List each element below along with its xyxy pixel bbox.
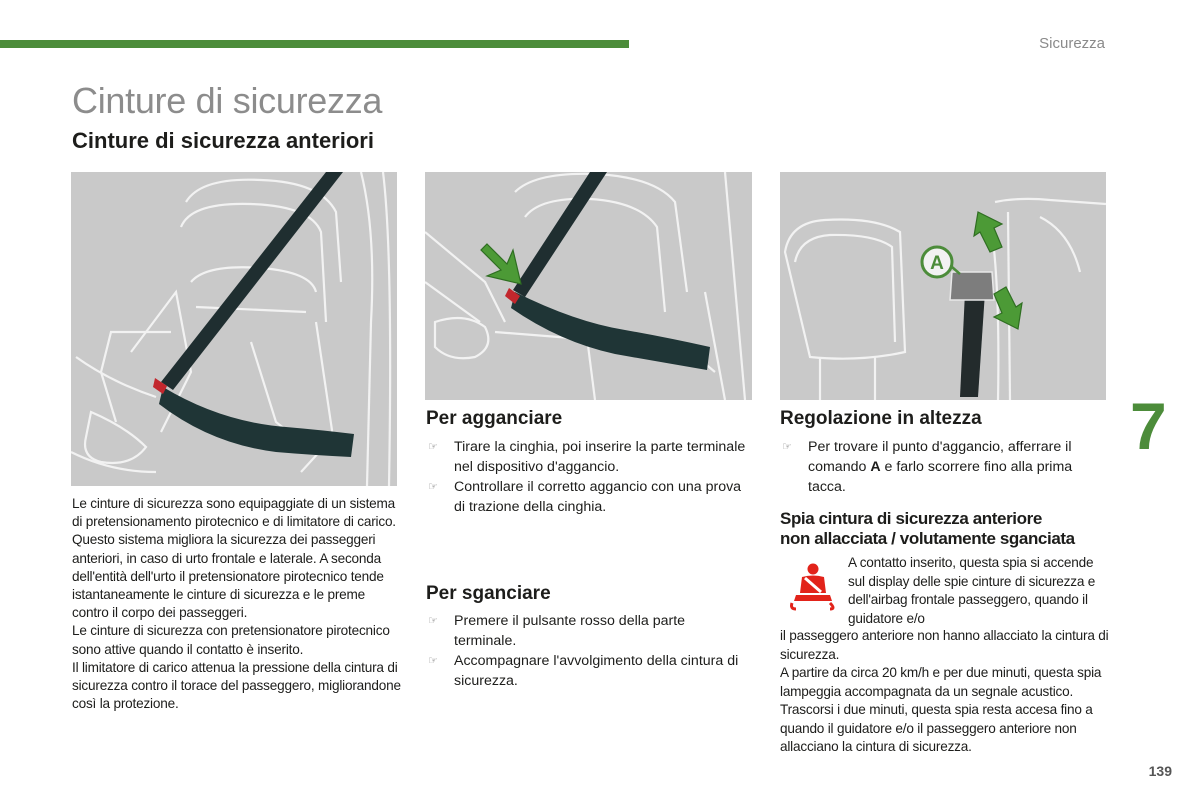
- list-item: ☞ Tirare la cinghia, poi inserire la parte terminale nel dispositivo d'aggancio.: [428, 439, 746, 475]
- fasten-steps: [426, 437, 746, 517]
- intro-paragraph: Le cinture di sicurezza con pretensionatore pirotecnico sono attive quando il contatto è inserito.: [72, 623, 390, 657]
- list-item: ☞ Controllare il corretto aggancio con una prova di trazione della cinghia.: [428, 479, 742, 515]
- height-adjust-illustration: [780, 172, 1106, 400]
- intro-paragraph: Questo sistema migliora la sicurezza dei passeggeri anteriori, in caso di urto frontale e laterale. A seconda dell'entità dell'urto il pretensionatore pirotecnico tende istantaneamente le cinture di sicurezza e le preme contro il corpo dei passeggeri.: [72, 532, 384, 621]
- heading-warning-lamp: Spia cintura di sicurezza anteriore non allacciata / volutamente sganciata: [780, 509, 1075, 548]
- pointing-hand-icon: ☞: [428, 615, 438, 627]
- header-accent-bar: [0, 40, 629, 48]
- heading-fasten: Per agganciare: [426, 408, 563, 429]
- pointing-hand-icon: ☞: [428, 655, 438, 667]
- pointing-hand-icon: ☞: [782, 441, 792, 453]
- height-adjust-figure: [780, 172, 1106, 400]
- heading-unfasten: Per sganciare: [426, 583, 551, 604]
- height-adjust-steps: [780, 437, 1110, 497]
- seatbelt-warning-icon: [788, 561, 838, 611]
- warning-lamp-text: A contatto inserito, questa spia si accende sul display delle spie cinture di sicurezza e dell'airbag frontale passeggero, quando il guidatore e/o: [848, 555, 1096, 626]
- list-item: ☞ Premere il pulsante rosso della parte terminale.: [428, 613, 686, 649]
- list-item: ☞ Per trovare il punto d'aggancio, afferrare il comando A e farlo scorrere fino alla prima tacca.: [782, 439, 1073, 495]
- seat-belt-figure: [71, 172, 397, 486]
- control-a-label: A: [930, 253, 944, 274]
- intro-paragraph: Il limitatore di carico attenua la pressione della cintura di sicurezza contro il torace del passeggero, migliorandone così la protezione.: [72, 659, 401, 712]
- warning-lamp-text-continued: il passeggero anteriore non hanno allacciato la cintura di sicurezza. A partire da circa 20 km/h e per due minuti, questa spia lampeggia accompagnata da un segnale acustico. Trascorsi i due minuti, questa spia resta accesa fino a quando il guidatore e/o il passeggero anteriore non allacciano la cintura di sicurezza.: [780, 628, 1109, 754]
- chapter-number: 7: [1130, 389, 1167, 463]
- pointing-hand-icon: ☞: [428, 481, 438, 493]
- seat-belt-illustration: [71, 172, 397, 486]
- buckle-figure: [425, 172, 752, 400]
- intro-text: [72, 495, 402, 713]
- page-title: Cinture di sicurezza: [72, 80, 383, 121]
- list-item: ☞ Accompagnare l'avvolgimento della cintura di sicurezza.: [428, 653, 739, 689]
- pointing-hand-icon: ☞: [428, 441, 438, 453]
- unfasten-steps: [426, 611, 746, 691]
- section-subtitle: Cinture di sicurezza anteriori: [72, 128, 374, 153]
- page-number: 139: [1148, 763, 1172, 779]
- section-name: Sicurezza: [1039, 35, 1105, 52]
- intro-paragraph: Le cinture di sicurezza sono equipaggiate di un sistema di pretensionamento pirotecnico e di limitatore di carico.: [72, 496, 396, 530]
- heading-height-adjust: Regolazione in altezza: [780, 408, 982, 429]
- buckle-illustration: [425, 172, 752, 400]
